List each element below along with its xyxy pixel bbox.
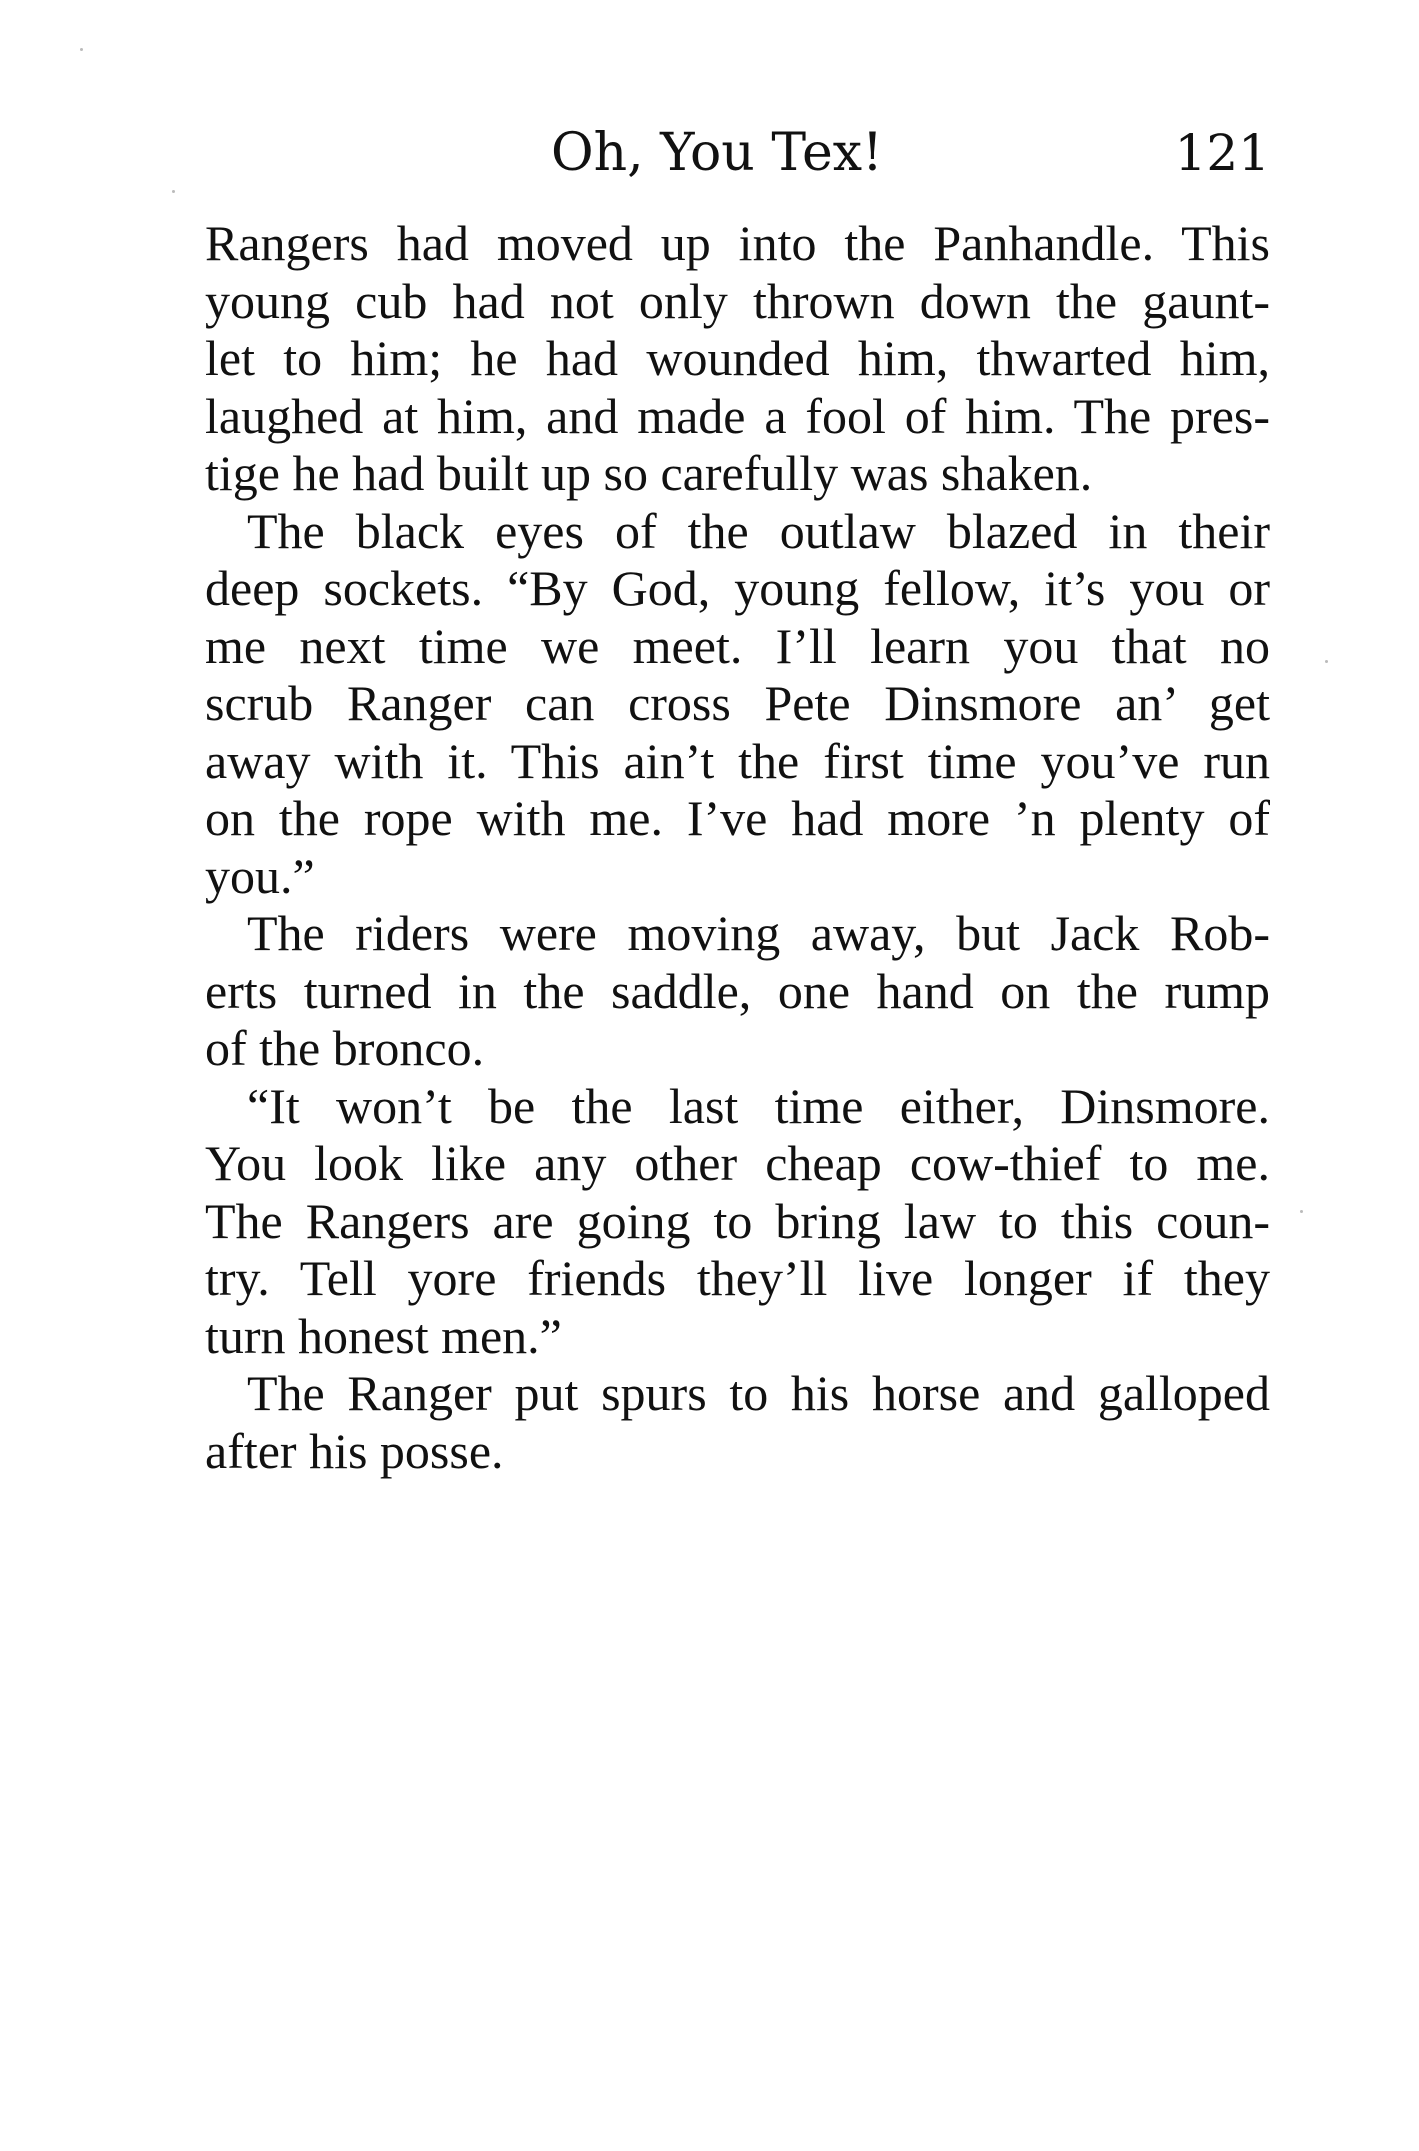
page-number: 121: [1174, 124, 1270, 182]
text-line: away with it. This ain’t the first time you’ve run: [205, 732, 1270, 789]
text-line: tige he had built up so carefully was shaken.: [205, 445, 1093, 501]
text-line: on the rope with me. I’ve had more ’n plenty of: [205, 790, 1270, 846]
text-line: let to him; he had wounded him, thwarted him,: [205, 330, 1270, 386]
text-line: after his posse.: [205, 1422, 504, 1479]
text-line: deep sockets. “By God, young fellow, it’s you or: [205, 560, 1270, 616]
text-line: You look like any other cheap cow-thief to me.: [205, 1135, 1270, 1191]
text-line: turn honest men.”: [205, 1307, 562, 1364]
text-line: young cub had not only thrown down the gaunt-: [205, 272, 1270, 329]
text-line: scrub Ranger can cross Pete Dinsmore an’ get: [205, 675, 1270, 731]
text-line: laughed at him, and made a fool of him. The pres-: [205, 387, 1270, 444]
text-line: of the bronco.: [205, 1020, 485, 1076]
text-line: try. Tell yore friends they’ll live longer if they: [205, 1250, 1270, 1306]
paper-speck: [1325, 660, 1328, 663]
body-text: [205, 215, 1270, 1480]
paragraph-4: [205, 1078, 1270, 1366]
text-line: you.”: [205, 847, 315, 904]
text-line: The Ranger put spurs to his horse and galloped: [247, 1365, 1270, 1421]
running-header: [205, 118, 1270, 188]
paper-speck: [80, 48, 83, 51]
paragraph-1: [205, 215, 1270, 503]
text-line: The Rangers are going to bring law to this coun-: [205, 1192, 1270, 1249]
text-line: me next time we meet. I’ll learn you that no: [205, 617, 1270, 674]
paragraph-3: [205, 905, 1270, 1078]
text-line: Rangers had moved up into the Panhandle. This: [205, 215, 1270, 271]
text-line: The black eyes of the outlaw blazed in their: [247, 502, 1270, 559]
paper-speck: [1300, 1210, 1303, 1213]
book-title: Oh, You Tex!: [551, 123, 883, 183]
paragraph-2: [205, 503, 1270, 906]
text-line: The riders were moving away, but Jack Rob-: [247, 905, 1270, 961]
paper-speck: [172, 190, 175, 193]
text-line: “It won’t be the last time either, Dinsmore.: [247, 1077, 1270, 1134]
paragraph-5: [205, 1365, 1270, 1480]
text-line: erts turned in the saddle, one hand on the rump: [205, 962, 1270, 1019]
